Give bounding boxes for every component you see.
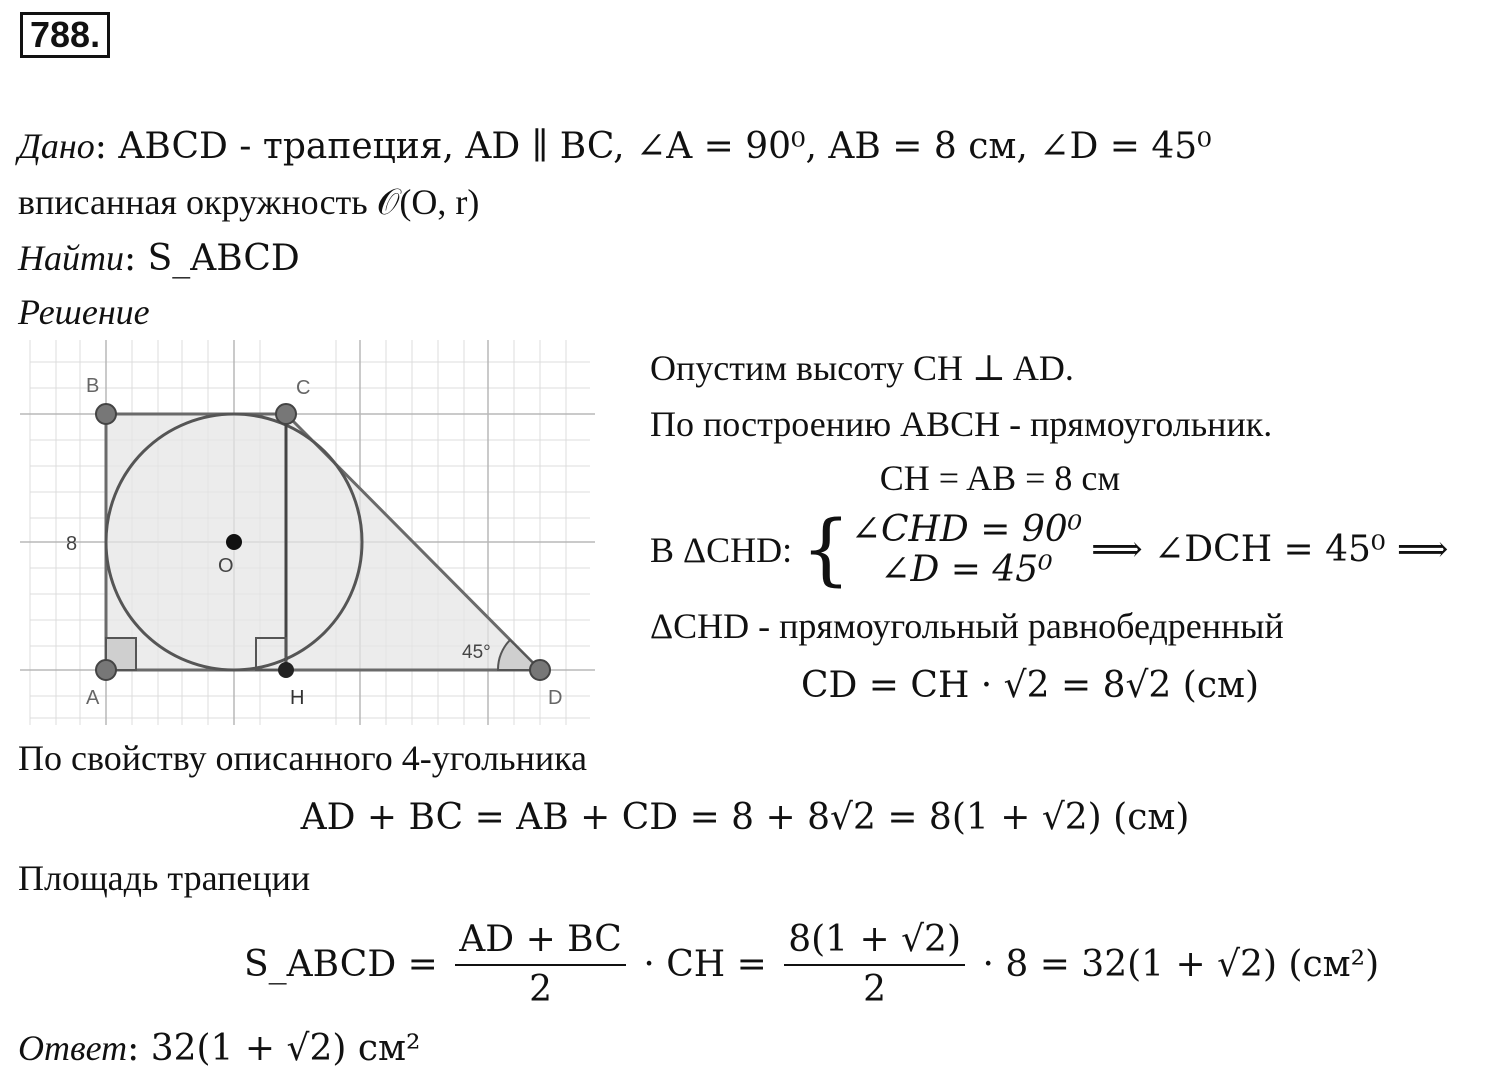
system-line-1: ∠CHD = 90⁰ <box>850 509 1083 550</box>
system-brace: { <box>801 505 851 595</box>
step-height: Опустим высоту CH ⊥ AD. <box>650 348 1074 388</box>
answer-label: Ответ <box>18 1028 128 1068</box>
solution-label: Решение <box>18 292 150 332</box>
property-formula: AD + BC = AB + CD = 8 + 8√2 = 8(1 + √2) (см) <box>300 797 1190 838</box>
label-angle-45: 45° <box>462 642 491 663</box>
label-h: H <box>290 687 305 709</box>
angle-system <box>851 510 1082 590</box>
point-a <box>96 660 116 680</box>
label-a: A <box>86 687 100 709</box>
given-label: Дано <box>18 126 95 166</box>
area-rhs: · 8 = 32(1 + √2) (см²) <box>982 944 1380 985</box>
point-c <box>276 404 296 424</box>
property-title: По свойству описанного 4-угольника <box>18 738 588 778</box>
label-d: D <box>548 687 563 709</box>
label-side-8: 8 <box>66 533 78 555</box>
area-formula <box>244 916 1379 1014</box>
fraction-2-numerator: 8(1 + √2) <box>784 916 965 966</box>
step-rectangle: По построению ABCH - прямоугольник. <box>650 404 1273 444</box>
label-b: B <box>86 375 100 397</box>
triangle-prefix: В ΔCHD: <box>650 530 793 570</box>
area-mid: · CH = <box>643 944 767 985</box>
fraction-1 <box>455 916 626 1014</box>
find-line <box>18 236 300 281</box>
point-b <box>96 404 116 424</box>
step-isosceles: ΔCHD - прямоугольный равнобедренный <box>650 606 1284 646</box>
problem-number: 788. <box>20 12 110 58</box>
point-h <box>278 662 294 678</box>
fraction-1-denominator: 2 <box>529 969 553 1010</box>
given-circle-line: вписанная окружность 𝒪(O, r) <box>18 182 480 222</box>
point-d <box>530 660 550 680</box>
area-lhs: S_ABCD = <box>244 944 438 985</box>
area-title: Площадь трапеции <box>18 858 311 898</box>
fraction-2-denominator: 2 <box>863 969 887 1010</box>
fraction-1-numerator: AD + BC <box>455 916 626 966</box>
step-ch-ab: CH = AB = 8 см <box>879 458 1121 498</box>
fraction-2 <box>784 916 965 1014</box>
answer-line <box>18 1026 420 1071</box>
find-label: Найти <box>18 238 124 278</box>
find-text: : S_ABCD <box>124 238 300 279</box>
system-line-2: ∠D = 45⁰ <box>880 549 1053 590</box>
trapezoid-figure <box>20 340 595 725</box>
label-o: O <box>218 555 234 577</box>
step-triangle <box>650 505 1449 595</box>
triangle-result: ⟹ ∠DCH = 45⁰ ⟹ <box>1091 529 1449 570</box>
given-line <box>18 124 1212 169</box>
label-c: C <box>296 377 311 399</box>
step-cd: CD = CH · √2 = 8√2 (см) <box>800 665 1260 706</box>
answer-text: : 32(1 + √2) см² <box>127 1028 421 1069</box>
given-text: : ABCD - трапеция, AD ∥ BC, ∠A = 90⁰, AB = 8 см, ∠D = 45⁰ <box>94 126 1212 167</box>
point-o <box>226 534 242 550</box>
